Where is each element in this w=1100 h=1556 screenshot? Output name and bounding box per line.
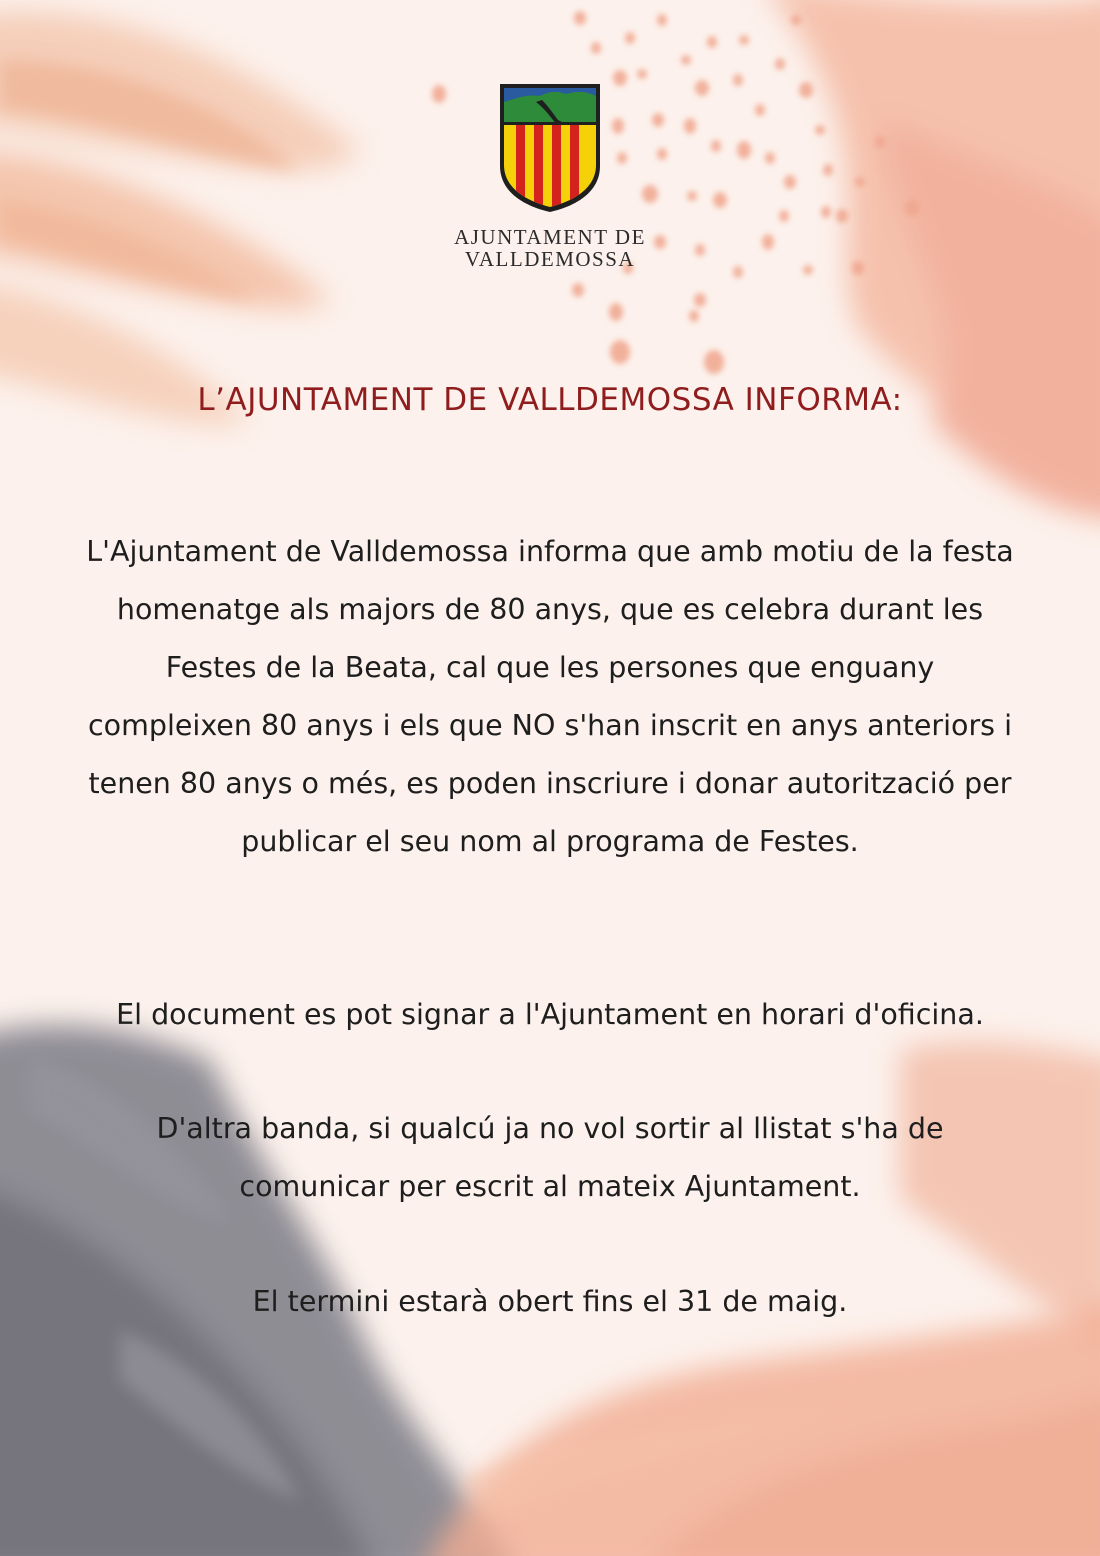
municipal-logo — [440, 80, 660, 270]
notice-title: L’AJUNTAMENT DE VALLDEMOSSA INFORMA: — [197, 382, 903, 418]
valldemossa-coat-of-arms-icon — [496, 80, 604, 214]
top-right-brush-strokes — [760, 0, 1100, 520]
notice-paragraph-signing: El document es pot signar a l'Ajuntament en horari d'oficina. — [116, 998, 984, 1031]
notice-paragraph-deadline: El termini estarà obert fins el 31 de maig. — [252, 1285, 848, 1318]
notice-paragraph-registration: L'Ajuntament de Valldemossa informa que amb motiu de la festa homenatge als majors de 80 anys, que es celebra durant les Festes de la Beata, cal que les persones que enguany compleixen 80 anys i els que NO s'han inscrit en anys anteriors i tenen 80 anys o més, es poden inscriure i donar autorització per publicar el seu nom al programa de Festes. — [86, 535, 1014, 858]
notice-paragraph-opt-out: D'altra banda, si qualcú ja no vol sortir al llistat s'ha de comunicar per escrit al mateix Ajuntament. — [156, 1112, 944, 1203]
organization-name: AJUNTAMENT DE VALLDEMOSSA — [454, 225, 646, 271]
